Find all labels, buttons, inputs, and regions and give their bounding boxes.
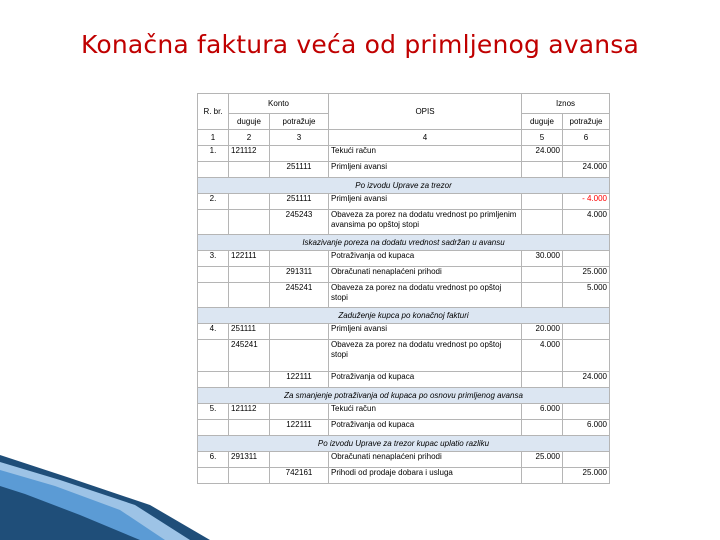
entry-description: Prihodi od prodaje dobara i usluga	[329, 468, 522, 484]
entry-description: Primljeni avansi	[329, 324, 522, 340]
account-credit: 122111	[270, 372, 329, 388]
ledger-entry-row	[198, 420, 610, 436]
col-number-3: 3	[270, 130, 329, 146]
account-credit	[270, 340, 329, 372]
entry-number	[198, 162, 229, 178]
section-note: Za smanjenje potraživanja od kupaca po osnovu primljenog avansa	[198, 388, 610, 404]
account-credit	[270, 251, 329, 267]
account-debit: 122111	[229, 251, 270, 267]
col-number-2: 2	[229, 130, 270, 146]
entry-number: 1.	[198, 146, 229, 162]
account-credit: 742161	[270, 468, 329, 484]
amount-debit: 20.000	[522, 324, 563, 340]
accounting-ledger-table	[197, 93, 610, 484]
entry-description: Primljeni avansi	[329, 194, 522, 210]
account-debit	[229, 194, 270, 210]
account-debit: 251111	[229, 324, 270, 340]
ledger-entry-row	[198, 210, 610, 235]
entry-description: Obaveza za porez na dodatu vrednost po opštoj stopi	[329, 340, 522, 372]
ledger-entry-row	[198, 404, 610, 420]
account-debit: 291311	[229, 452, 270, 468]
section-note-row	[198, 235, 610, 251]
amount-credit: 24.000	[563, 162, 610, 178]
entry-number	[198, 283, 229, 308]
header-iznos: Iznos	[522, 94, 610, 114]
account-credit: 122111	[270, 420, 329, 436]
entry-number	[198, 420, 229, 436]
amount-credit: 5.000	[563, 283, 610, 308]
amount-debit	[522, 162, 563, 178]
account-debit	[229, 210, 270, 235]
entry-description: Obračunati nenaplaćeni prihodi	[329, 267, 522, 283]
col-number-1: 1	[198, 130, 229, 146]
header-konto: Konto	[229, 94, 329, 114]
amount-debit: 6.000	[522, 404, 563, 420]
account-credit	[270, 324, 329, 340]
ledger-entry-row	[198, 162, 610, 178]
entry-description: Obaveza za porez na dodatu vrednost po opštoj stopi	[329, 283, 522, 308]
header-konto-duguje: duguje	[229, 114, 270, 130]
amount-debit: 30.000	[522, 251, 563, 267]
entry-description: Potraživanja od kupaca	[329, 420, 522, 436]
amount-credit	[563, 404, 610, 420]
amount-debit: 25.000	[522, 452, 563, 468]
header-iznos-potrazuje: potražuje	[563, 114, 610, 130]
ledger-entry-row	[198, 267, 610, 283]
ledger-entry-row	[198, 283, 610, 308]
entry-description: Tekući račun	[329, 404, 522, 420]
amount-debit: 24.000	[522, 146, 563, 162]
header-konto-potrazuje: potražuje	[270, 114, 329, 130]
header-rbr: R. br.	[198, 94, 229, 130]
entry-number: 3.	[198, 251, 229, 267]
amount-debit	[522, 210, 563, 235]
section-note-row	[198, 178, 610, 194]
amount-credit	[563, 251, 610, 267]
ledger-entry-row	[198, 146, 610, 162]
account-credit: 245243	[270, 210, 329, 235]
amount-debit	[522, 468, 563, 484]
account-debit	[229, 162, 270, 178]
amount-credit: 24.000	[563, 372, 610, 388]
ledger-entry-row	[198, 468, 610, 484]
amount-credit: 25.000	[563, 267, 610, 283]
amount-debit	[522, 372, 563, 388]
header-opis: OPIS	[329, 94, 522, 130]
col-number-6: 6	[563, 130, 610, 146]
entry-number	[198, 267, 229, 283]
entry-description: Potraživanja od kupaca	[329, 251, 522, 267]
entry-number: 2.	[198, 194, 229, 210]
account-credit: 251111	[270, 162, 329, 178]
account-debit: 121112	[229, 146, 270, 162]
entry-description: Tekući račun	[329, 146, 522, 162]
ledger-entry-row	[198, 251, 610, 267]
amount-debit	[522, 420, 563, 436]
amount-credit: 25.000	[563, 468, 610, 484]
col-number-4: 4	[329, 130, 522, 146]
amount-debit	[522, 283, 563, 308]
account-debit	[229, 283, 270, 308]
account-debit	[229, 420, 270, 436]
entry-description: Obračunati nenaplaćeni prihodi	[329, 452, 522, 468]
entry-number: 4.	[198, 324, 229, 340]
account-credit	[270, 452, 329, 468]
amount-debit	[522, 267, 563, 283]
amount-credit	[563, 146, 610, 162]
account-debit	[229, 267, 270, 283]
entry-number: 6.	[198, 452, 229, 468]
section-note-row	[198, 436, 610, 452]
ledger-entry-row	[198, 452, 610, 468]
account-debit	[229, 372, 270, 388]
entry-number	[198, 372, 229, 388]
entry-number	[198, 210, 229, 235]
amount-debit	[522, 194, 563, 210]
amount-credit	[563, 340, 610, 372]
col-number-5: 5	[522, 130, 563, 146]
entry-number	[198, 468, 229, 484]
amount-debit: 4.000	[522, 340, 563, 372]
header-iznos-duguje: duguje	[522, 114, 563, 130]
section-note-row	[198, 388, 610, 404]
account-credit	[270, 404, 329, 420]
account-credit	[270, 146, 329, 162]
section-note: Po izvodu Uprave za trezor kupac uplatio razliku	[198, 436, 610, 452]
ledger-entry-row	[198, 372, 610, 388]
ledger-entry-row	[198, 194, 610, 210]
amount-credit	[563, 324, 610, 340]
account-debit: 245241	[229, 340, 270, 372]
entry-description: Potraživanja od kupaca	[329, 372, 522, 388]
amount-credit: 4.000	[563, 210, 610, 235]
account-debit: 121112	[229, 404, 270, 420]
account-credit: 245241	[270, 283, 329, 308]
header-row-1	[198, 94, 610, 114]
slide-title: Konačna faktura veća od primljenog avansa	[80, 30, 640, 59]
header-row-numbers	[198, 130, 610, 146]
entry-description: Obaveza za porez na dodatu vrednost po primljenim avansima po opštoj stopi	[329, 210, 522, 235]
section-note: Po izvodu Uprave za trezor	[198, 178, 610, 194]
section-note: Zaduženje kupca po konačnoj fakturi	[198, 308, 610, 324]
account-credit: 291311	[270, 267, 329, 283]
amount-credit: - 4.000	[563, 194, 610, 210]
entry-description: Primljeni avansi	[329, 162, 522, 178]
entry-number	[198, 340, 229, 372]
ledger-entry-row	[198, 324, 610, 340]
ledger-entry-row	[198, 340, 610, 372]
entry-number: 5.	[198, 404, 229, 420]
account-credit: 251111	[270, 194, 329, 210]
amount-credit	[563, 452, 610, 468]
amount-credit: 6.000	[563, 420, 610, 436]
section-note: Iskazivanje poreza na dodatu vrednost sadržan u avansu	[198, 235, 610, 251]
section-note-row	[198, 308, 610, 324]
account-debit	[229, 468, 270, 484]
